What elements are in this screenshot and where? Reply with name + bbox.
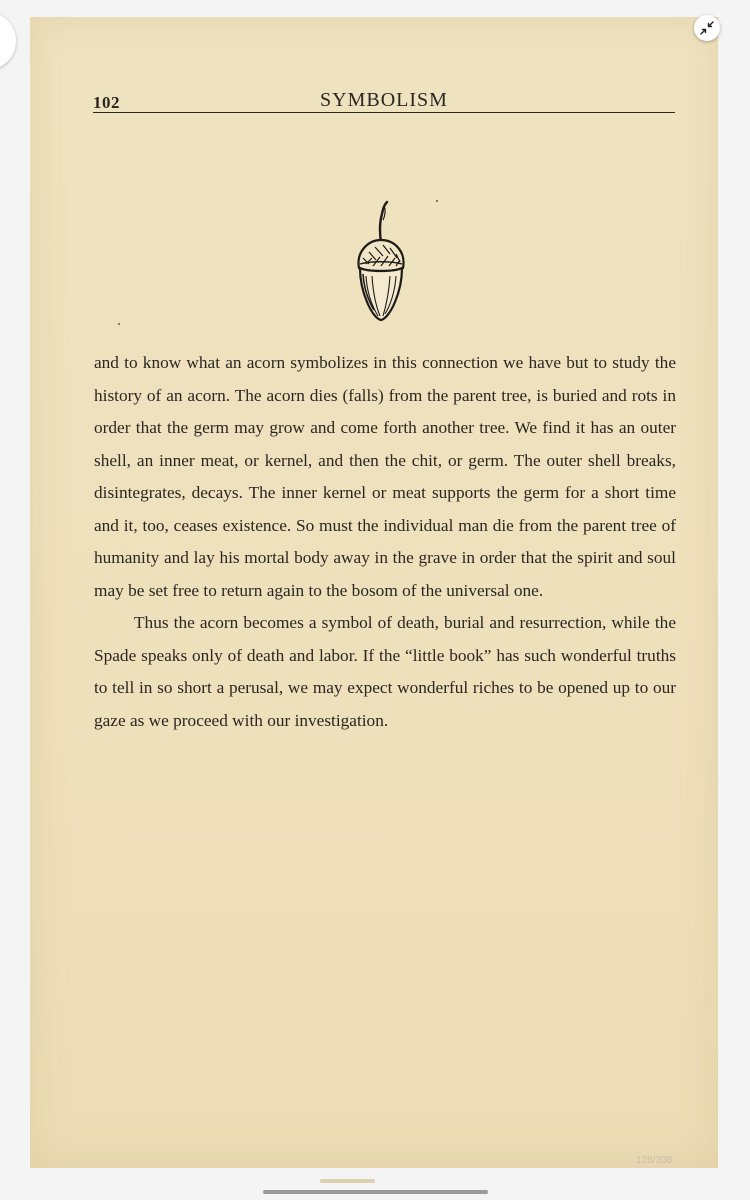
- page-title: SYMBOLISM: [320, 89, 448, 111]
- page-number: 102: [93, 93, 120, 112]
- paper-speck: [436, 200, 438, 202]
- header-rule: [93, 112, 675, 113]
- collapse-button[interactable]: [694, 15, 720, 41]
- page-counter: 128/308: [636, 1155, 673, 1166]
- home-indicator: [263, 1190, 488, 1194]
- body-text: [94, 347, 676, 737]
- paper-speck: [118, 323, 120, 325]
- book-page: [30, 17, 718, 1168]
- acorn-icon: [350, 200, 412, 324]
- paragraph: Thus the acorn becomes a symbol of death, burial and resurrection, while the Spade speaks only of death and labor. If the “little book” has such wonderful truths to tell in so short a perusal, we may expect wonderful riches to be opened up to our gaze as we proceed with our investigation.: [94, 613, 676, 730]
- scroll-indicator: [320, 1179, 375, 1183]
- side-panel-tab[interactable]: [0, 12, 16, 70]
- collapse-icon: [700, 21, 714, 35]
- paragraph: and to know what an acorn symbolizes in this connection we have but to study the history of an acorn. The acorn dies (falls) from the parent tree, is buried and rots in order that the germ may grow and come forth another tree. We find it has an outer shell, an inner meat, or kernel, and then the chit, or germ. The outer shell breaks, disintegrates, decays. The inner kernel or meat supports the germ for a short time and it, too, ceases existence. So must the individual man die from the parent tree of humanity and lay his mortal body away in the grave in order that the spirit and soul may be set free to return again to the bosom of the universal one.: [94, 353, 676, 600]
